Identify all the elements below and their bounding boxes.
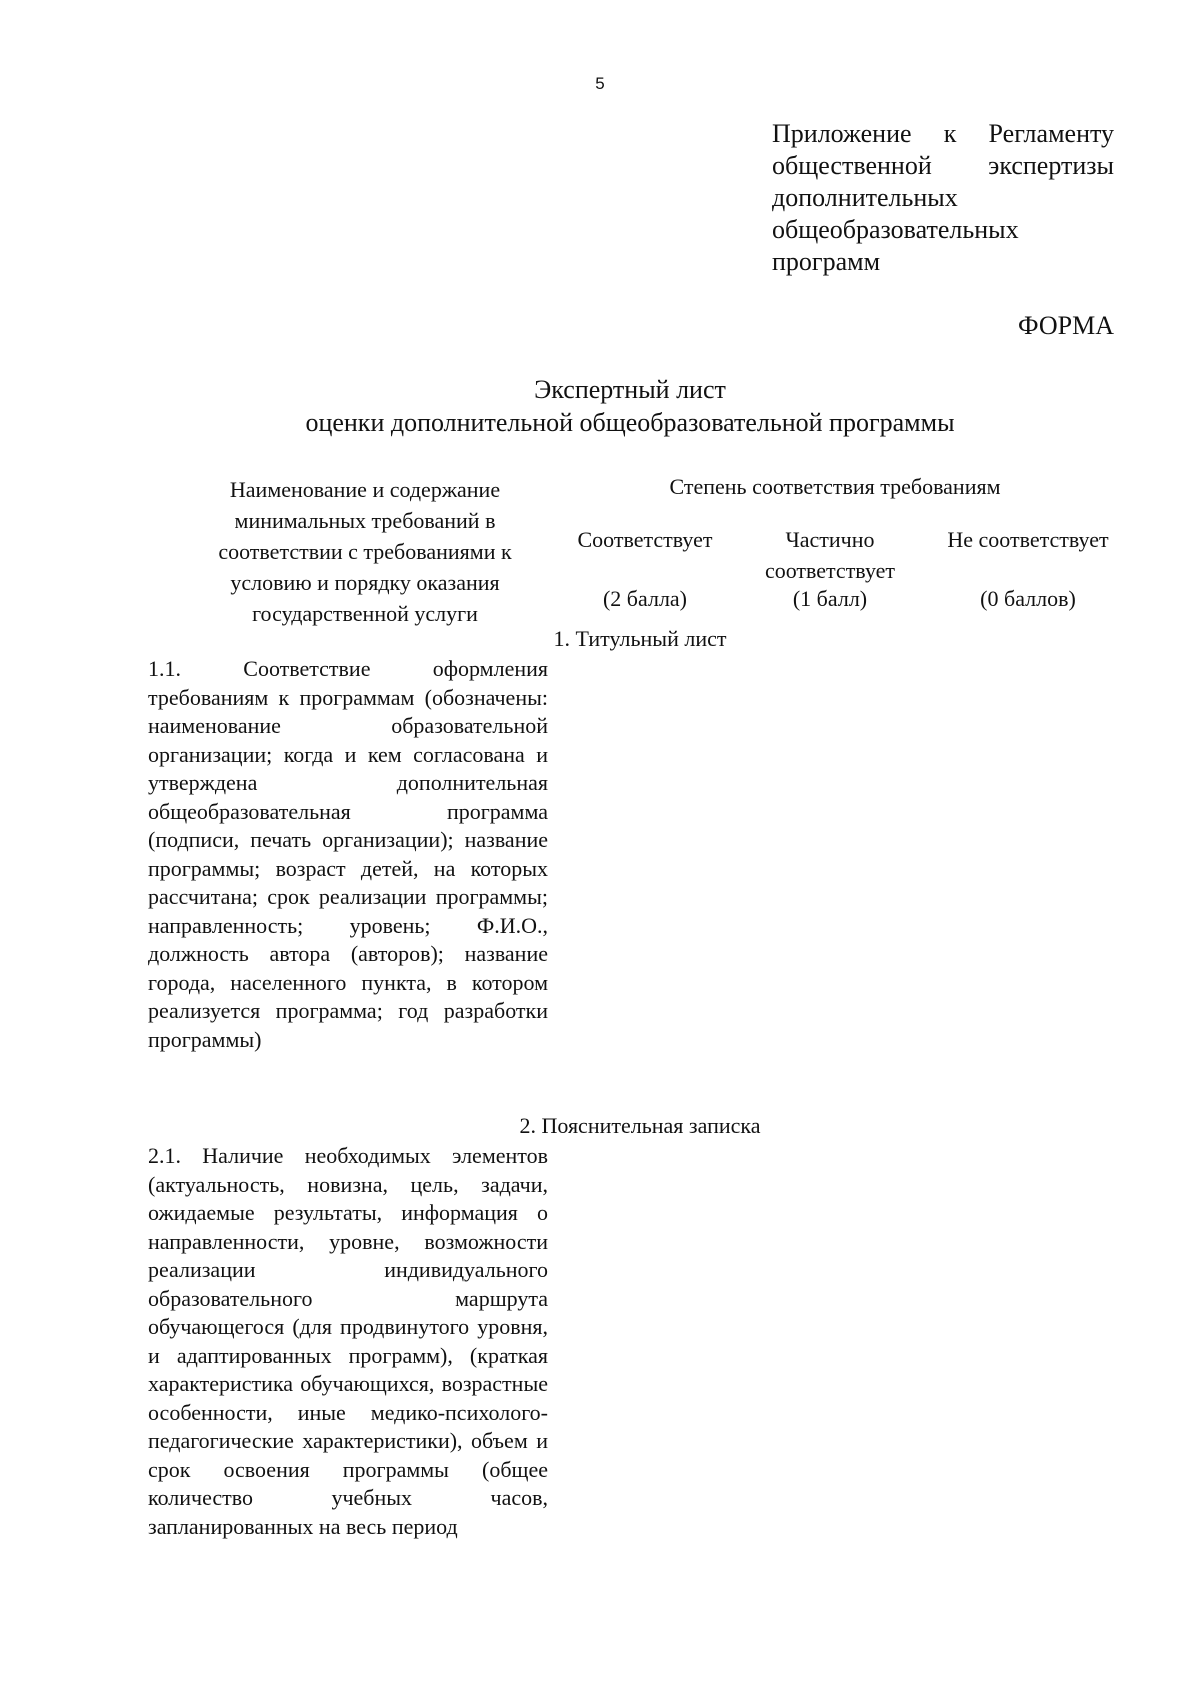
column-complies: Соответствует — [577, 527, 713, 552]
score-not-complies: (0 баллов) — [980, 586, 1076, 611]
appendix-line-4: общеобразовательных — [772, 215, 1019, 244]
column-partially-complies: Частично соответствует — [764, 527, 896, 583]
appendix-line-3: дополнительных — [772, 183, 958, 212]
header-requirements: Наименование и содержание минимальных требований в соответствии с требованиями к условию и порядку оказания государственной услуги — [218, 477, 512, 626]
column-not-complies: Не соответствует — [947, 527, 1109, 552]
title-line-2: оценки дополнительной общеобразовательной программы — [305, 408, 955, 437]
section-heading-title-page: 1. Титульный лист — [553, 626, 727, 651]
score-complies: (2 балла) — [602, 586, 688, 611]
form-label: ФОРМА — [1018, 311, 1114, 340]
appendix-line-2: общественной экспертизы — [772, 151, 1114, 180]
requirement-item-1-1: 1.1. Соответствие оформления требованиям к программам (обозначены: наименование образовательной организации; когда и кем согласована и утверждена дополнительная общеобразовательная программа (подписи, печать организации); название программы; возраст детей, на которых рассчитана; срок реализации программы; направленность; уровень; Ф.И.О., должность автора (авторов); название города, населенного пункта, в котором реализуется программа; год разработки программы) — [148, 656, 548, 1052]
section-heading-explanatory-note: 2. Пояснительная записка — [519, 1113, 761, 1138]
appendix-line-1: Приложение к Регламенту — [772, 119, 1114, 148]
header-compliance-degree: Степень соответствия требованиям — [669, 474, 1001, 499]
page-number: 5 — [595, 74, 605, 93]
appendix-line-5: программ — [772, 247, 881, 276]
score-partially-complies: (1 балл) — [792, 586, 868, 611]
requirement-item-2-1: 2.1. Наличие необходимых элементов (актуальность, новизна, цель, задачи, ожидаемые результаты, информация о направленности, уровне, возможности реализации индивидуального образовательного маршрута обучающегося (для продвинутого уровня, и адаптированных программ), (краткая характеристика обучающихся, возрастные особенности, иные медико-психолого-педагогические характеристики), объем и срок освоения программы (общее количество учебных часов, запланированных на весь период — [148, 1143, 548, 1539]
title-line-1: Экспертный лист — [534, 375, 726, 404]
